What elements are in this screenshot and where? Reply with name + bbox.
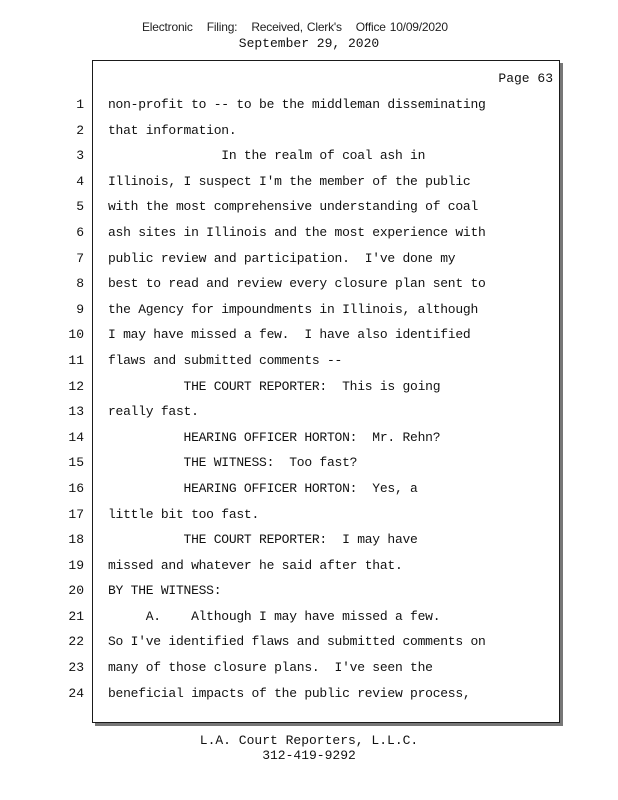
stamp-date: 10/09/2020 (389, 20, 448, 34)
transcript-line: little bit too fast. (108, 506, 260, 522)
line-number: 13 (68, 404, 84, 420)
line-number: 12 (68, 378, 84, 394)
transcript-line: Illinois, I suspect I'm the member of the public (108, 173, 471, 189)
transcript-line: ash sites in Illinois and the most experience with (108, 224, 486, 240)
stamp-electronic: Electronic (142, 20, 193, 34)
transcript-line: with the most comprehensive understanding of coal (108, 199, 479, 215)
transcript-line: best to read and review every closure plan sent to (108, 276, 486, 292)
line-number: 14 (68, 429, 84, 445)
line-number: 4 (76, 173, 84, 189)
line-number: 21 (68, 608, 84, 624)
line-number: 16 (68, 480, 84, 496)
line-number: 9 (76, 301, 84, 317)
page-number: Page 63 (498, 71, 553, 86)
transcript-line: In the realm of coal ash in (108, 148, 426, 164)
line-number: 22 (68, 634, 84, 650)
stamp-filing: Filing: (206, 20, 238, 34)
line-number: 3 (76, 148, 84, 164)
transcript-line: missed and whatever he said after that. (108, 557, 403, 573)
line-number: 8 (76, 276, 84, 292)
reporter-phone: 312-419-9292 (262, 748, 356, 763)
line-number: 18 (68, 532, 84, 548)
transcript-line: THE WITNESS: Too fast? (108, 455, 358, 471)
stamp-office: Office (355, 20, 386, 34)
transcript-line: flaws and submitted comments -- (108, 352, 343, 368)
line-number: 7 (76, 250, 84, 266)
line-number: 23 (68, 660, 84, 676)
transcript-text (108, 92, 548, 706)
line-number: 10 (68, 327, 84, 343)
transcript-line: the Agency for impoundments in Illinois, although (108, 301, 479, 317)
line-number: 11 (68, 352, 84, 368)
transcript-line: beneficial impacts of the public review process, (108, 685, 471, 701)
hearing-date: September 29, 2020 (238, 36, 380, 51)
transcript-line: So I've identified flaws and submitted comments on (108, 634, 486, 650)
transcript-line: THE COURT REPORTER: I may have (108, 532, 418, 548)
electronic-filing-stamp (142, 20, 462, 34)
line-number: 2 (76, 122, 84, 138)
line-number: 19 (68, 557, 84, 573)
transcript-line: BY THE WITNESS: (108, 583, 222, 599)
transcript-line: A. Although I may have missed a few. (108, 608, 441, 624)
reporter-footer (0, 733, 618, 763)
line-number: 5 (76, 199, 84, 215)
line-number-column (60, 92, 84, 706)
transcript-line: THE COURT REPORTER: This is going (108, 378, 441, 394)
transcript-line: public review and participation. I've done my (108, 250, 456, 266)
stamp-clerks: Clerk's (306, 20, 342, 34)
line-number: 15 (68, 455, 84, 471)
transcript-line: HEARING OFFICER HORTON: Yes, a (108, 480, 418, 496)
transcript-line: many of those closure plans. I've seen the (108, 660, 433, 676)
reporter-company: L.A. Court Reporters, L.L.C. (199, 733, 419, 748)
transcript-line: I may have missed a few. I have also identified (108, 327, 471, 343)
stamp-received: Received, (251, 20, 303, 34)
transcript-line: HEARING OFFICER HORTON: Mr. Rehn? (108, 429, 441, 445)
line-number: 24 (68, 685, 84, 701)
transcript-line: really fast. (108, 404, 199, 420)
transcript-line: non-profit to -- to be the middleman disseminating (108, 97, 486, 112)
line-number: 6 (76, 224, 84, 240)
line-number: 17 (68, 506, 84, 522)
line-number: 1 (76, 97, 84, 112)
line-number: 20 (68, 583, 84, 599)
transcript-line: that information. (108, 122, 237, 138)
